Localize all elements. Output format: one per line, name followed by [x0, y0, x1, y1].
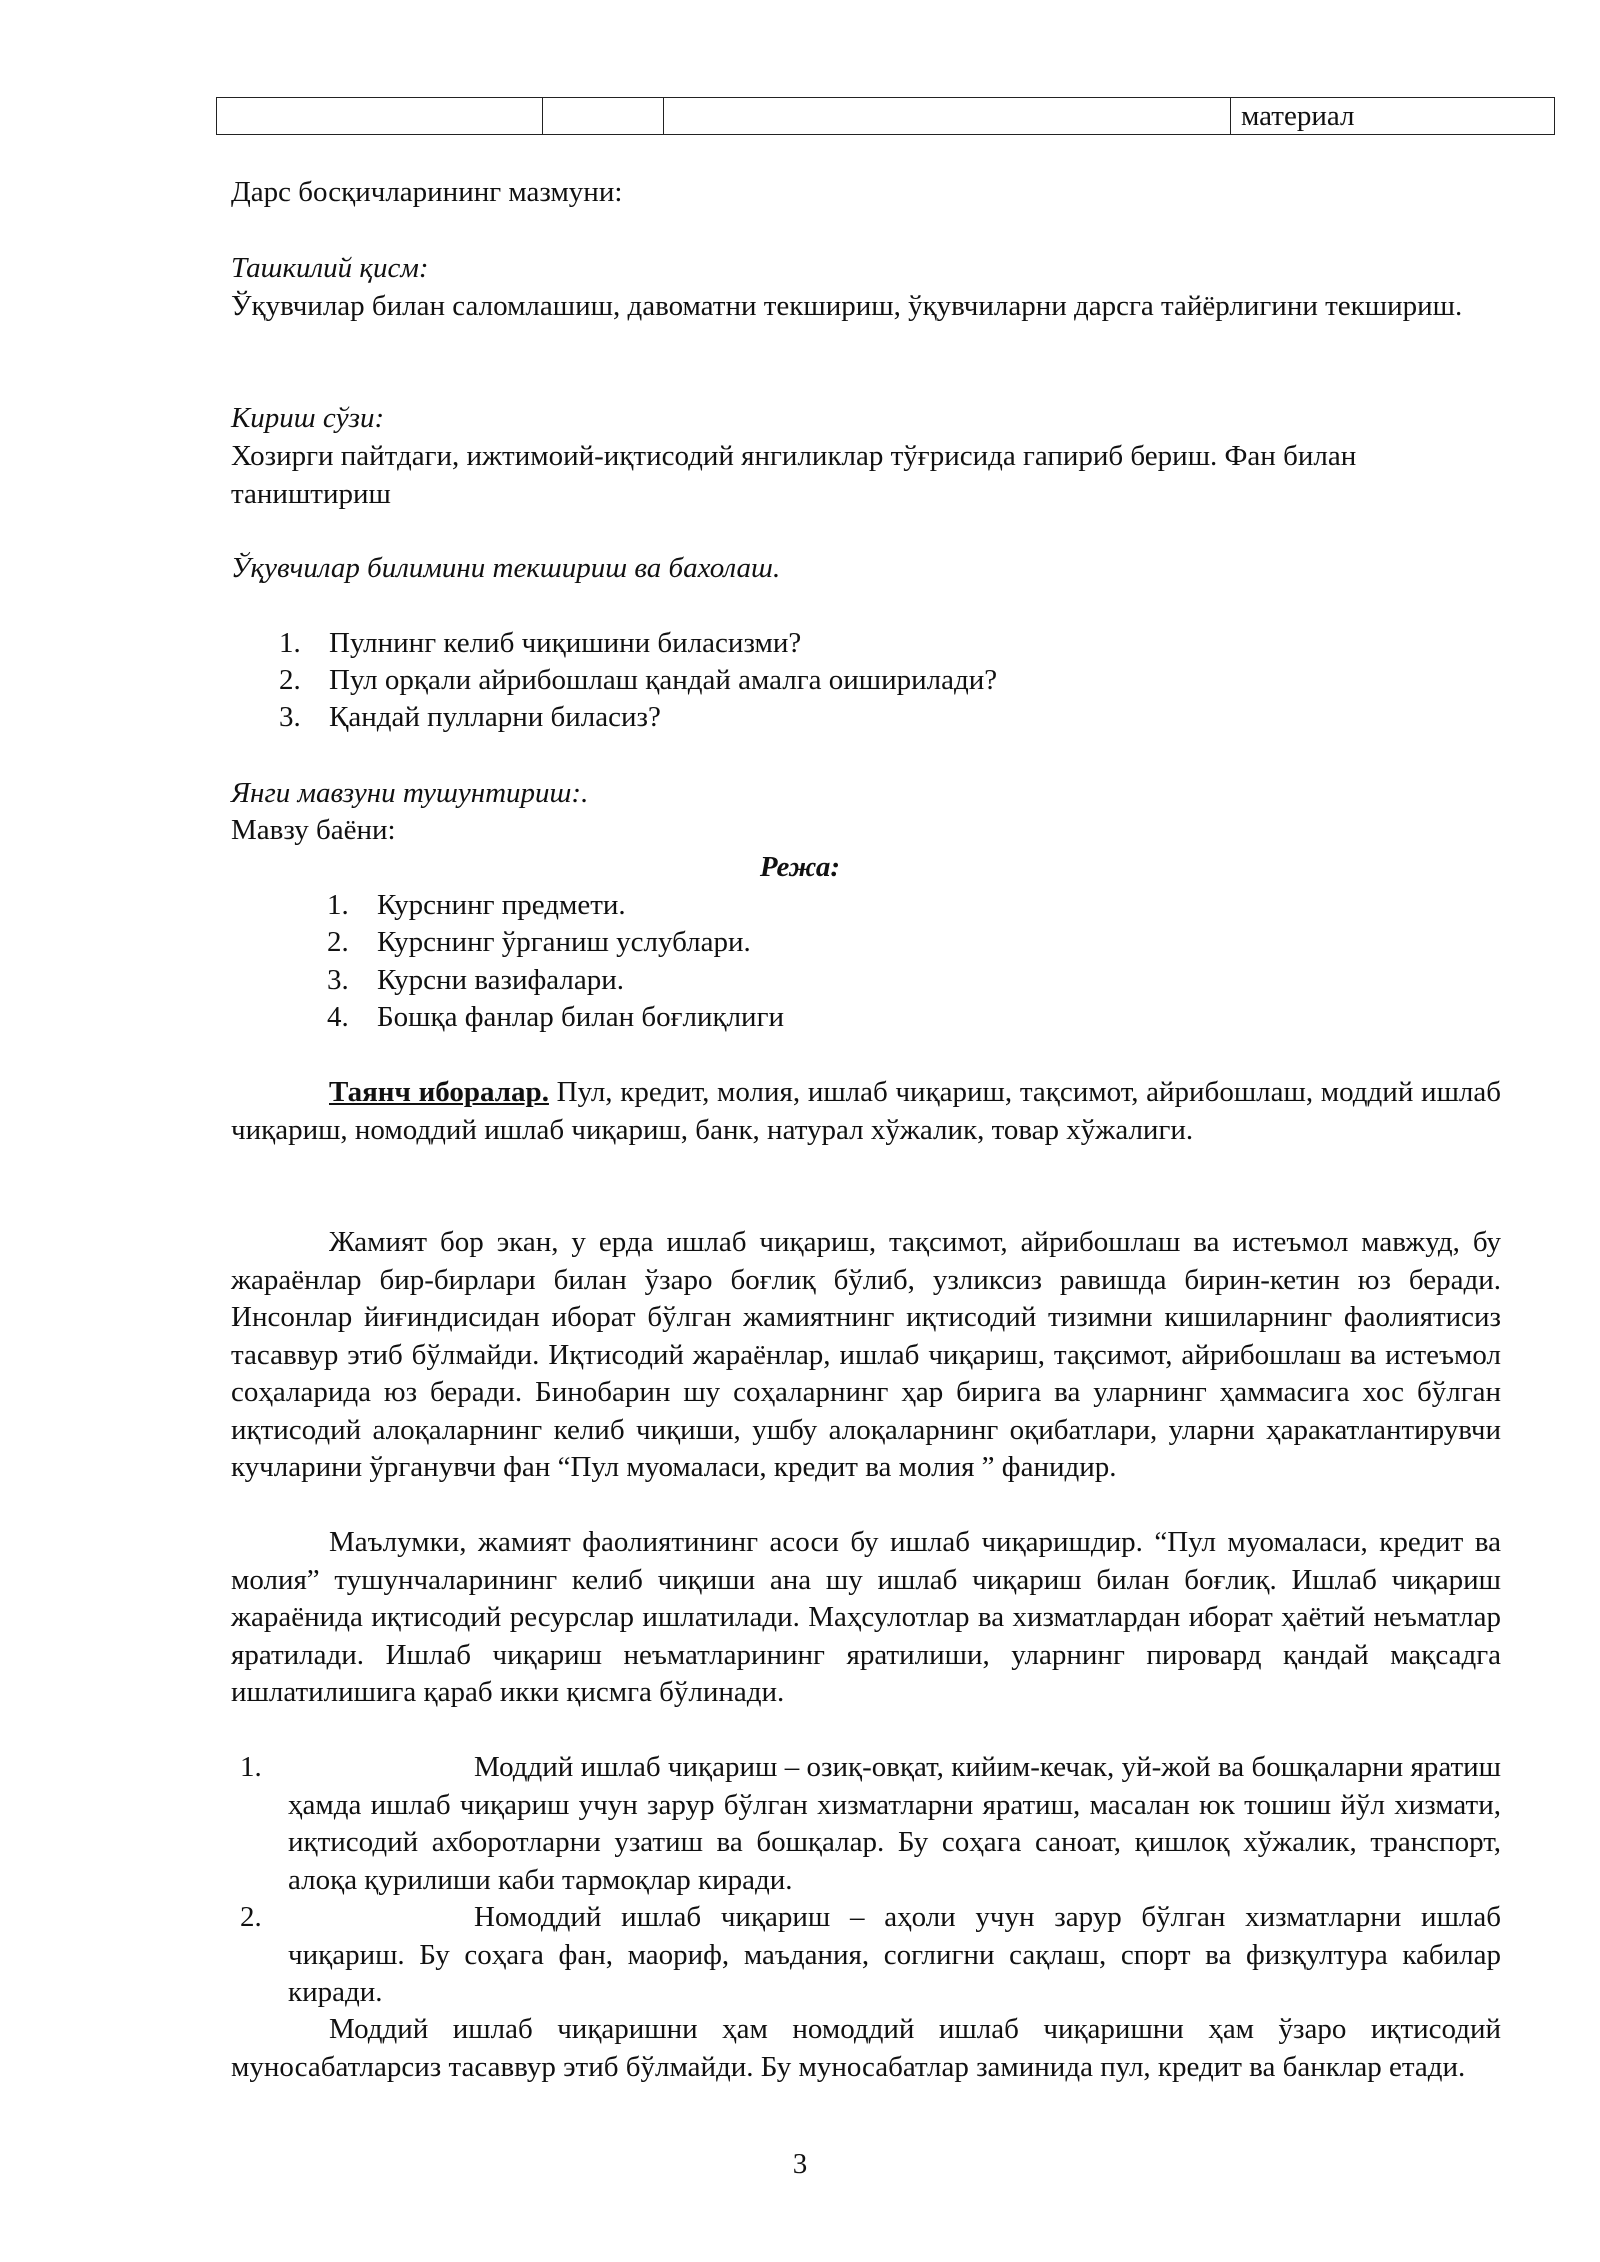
list-item [279, 625, 801, 663]
list-text: Қандай пулларни биласиз? [329, 701, 661, 733]
list-number: 1. [240, 1751, 262, 1783]
production-type-item [231, 1749, 1501, 1899]
list-item [279, 699, 661, 737]
list-text: Пул орқали айрибошлаш қандай амалга оиширилади? [329, 664, 998, 696]
list-item [279, 662, 997, 700]
table-cell [543, 98, 664, 135]
table-cell [664, 98, 1231, 135]
list-item [327, 962, 624, 1000]
list-number: 2. [279, 664, 301, 696]
topic-statement-label: Мавзу баёни: [231, 814, 396, 846]
intro-section-text: Хозирги пайтдаги, ижтимоий-иқтисодий янгиликлар тўғрисида гапириб бериш. Фан билан таништириш [231, 440, 1357, 510]
org-section-text: Ўқувчилар билан саломлашиш, давоматни текшириш, ўқувчиларни дарсга тайёрлигини текшириш. [231, 290, 1463, 322]
list-text: Номоддий ишлаб чиқариш – аҳоли учун зарур бўлган хизматларни ишлаб чиқариш. Бу соҳага фан, маориф, маъдания, соглигни сақлаш, спорт ва физқултура кабилар киради. [288, 1901, 1501, 2008]
body-paragraph: Жамият бор экан, у ерда ишлаб чиқариш, тақсимот, айрибошлаш ва истеъмол мавжуд, бу жараёнлар бир-бирлари билан ўзаро боғлиқ бўлиб, узликсиз равишда бирин-кетин юз беради. Инсонлар йиғиндисидан иборат бўлган жамиятнинг иқтисодий тизимни кишиларнинг фаолиятисиз тасаввур этиб бўлмайди. Иқтисодий жараёнлар, ишлаб чиқариш, тақсимот, айрибошлаш ва истеъмол соҳаларида юз беради. Бинобарин шу соҳаларнинг ҳар бирига ва уларнинг ҳаммасига хос бўлган иқтисодий алоқаларнинг келиб чиқиши, ушбу алоқаларнинг оқибатлари, уларни ҳаракатлантирувчи кучларини ўрганувчи фан “Пул муомаласи, кредит ва молия ” фанидир. [231, 1226, 1501, 1483]
keywords-text: Пул, кредит, молия, ишлаб чиқариш, тақсимот, айрибошлаш, моддий ишлаб чиқариш, номоддий ишлаб чиқариш, банк, натурал хўжалик, товар хўжалиги. [231, 1076, 1501, 1146]
page-number: 3 [792, 2148, 808, 2180]
lesson-table-fragment [216, 97, 1555, 135]
list-number: 2. [240, 1901, 262, 1933]
stages-heading: Дарс босқичларининг мазмуни: [231, 176, 623, 208]
knowledge-check-title: Ўқувчилар билимини текшириш ва бахолаш. [231, 552, 781, 584]
list-text: Бошқа фанлар билан боғлиқлиги [377, 1001, 784, 1033]
list-item [327, 999, 784, 1037]
list-text: Курснинг ўрганиш услублари. [377, 926, 751, 958]
body-paragraph: Моддий ишлаб чиқаришни ҳам номоддий ишлаб чиқаришни ҳам ўзаро иқтисодий муносабатларсиз тасаввур этиб бўлмайди. Бу муносабатлар заминида пул, кредит ва банклар етади. [231, 2013, 1501, 2083]
production-type-item [231, 1899, 1501, 2012]
table-row [217, 98, 1555, 135]
list-item [327, 924, 751, 962]
list-number: 1. [279, 627, 301, 659]
list-text: Курсни вазифалари. [377, 964, 625, 996]
list-text: Моддий ишлаб чиқариш – озиқ-овқат, кийим-кечак, уй-жой ва бошқаларни яратиш ҳамда ишлаб чиқариш учун зарур бўлган хизматларни яратиш, масалан юк тошиш йўл хизмати, иқтисодий ахборотларни узатиш ва бошқалар. Бу соҳага саноат, қишлоқ хўжалик, транспорт, алоқа қурилиши каби тармоқлар киради. [288, 1751, 1501, 1896]
keywords-label: Таянч иборалар. [329, 1076, 549, 1108]
keywords-paragraph [231, 1074, 1501, 1149]
list-number: 3. [327, 964, 349, 996]
list-item [327, 887, 626, 925]
list-number: 2. [327, 926, 349, 958]
list-number: 4. [327, 1001, 349, 1033]
new-topic-title: Янги мавзуни тушунтириш:. [231, 777, 589, 809]
table-cell: материал [1231, 98, 1555, 135]
list-text: Пулнинг келиб чиқишини биласизми? [329, 627, 802, 659]
intro-section-title: Кириш сўзи: [231, 402, 385, 434]
org-section-title: Ташкилий қисм: [231, 252, 429, 284]
body-paragraph: Маълумки, жамият фаолиятининг асоси бу ишлаб чиқаришдир. “Пул муомаласи, кредит ва молия” тушунчаларининг келиб чиқиши ана шу ишлаб чиқариш билан боғлиқ. Ишлаб чиқариш жараёнида иқтисодий ресурслар ишлатилади. Маҳсулотлар ва хизматлардан иборат ҳаётий неъматлар яратилади. Ишлаб чиқариш неъматларининг яратилиши, уларнинг пировард қандай мақсадга ишлатилишига қараб икки қисмга бўлинади. [231, 1526, 1501, 1708]
plan-title: Режа: [759, 851, 841, 883]
list-number: 3. [279, 701, 301, 733]
list-text: Курснинг предмети. [377, 889, 626, 921]
list-number: 1. [327, 889, 349, 921]
table-cell [217, 98, 543, 135]
